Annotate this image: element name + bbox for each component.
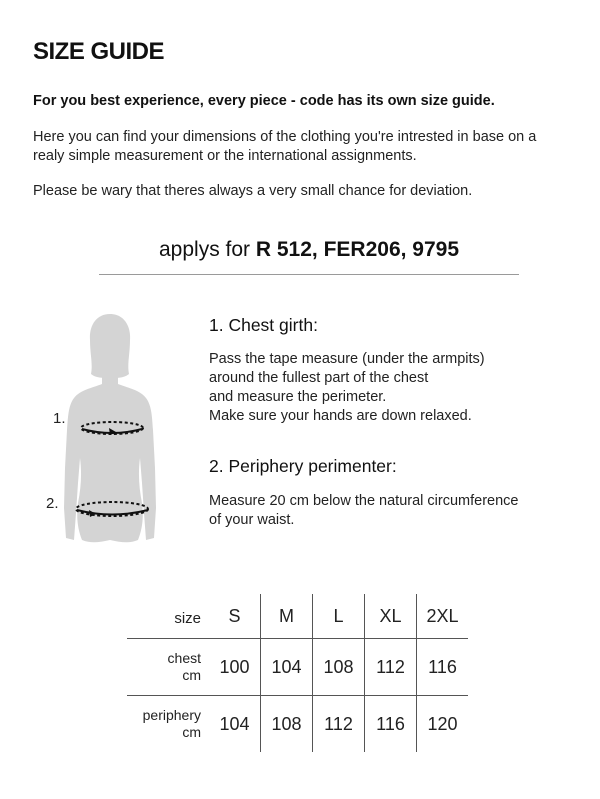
lead-text: For you best experience, every piece - code has its own size guide.: [33, 93, 495, 109]
table-cell: 104: [209, 696, 261, 753]
body-silhouette-icon: [40, 308, 170, 553]
instruction-line: Pass the tape measure (under the armpits): [209, 351, 485, 367]
size-table: [127, 594, 468, 752]
size-col-header: 2XL: [417, 594, 469, 639]
size-header-row: [127, 594, 468, 639]
divider-line: [99, 274, 519, 275]
table-cell: 116: [365, 696, 417, 753]
periphery-marker-label: 2.: [46, 495, 59, 512]
periphery-heading: 2. Periphery perimenter:: [209, 456, 397, 476]
table-cell: 108: [261, 696, 313, 753]
intro-paragraph: [33, 128, 573, 166]
table-cell: 104: [261, 639, 313, 696]
intro-line-2: realy simple measurement or the international assignments.: [33, 148, 417, 164]
size-col-header: XL: [365, 594, 417, 639]
chest-girth-instructions: [209, 350, 569, 426]
row-label-unit: cm: [182, 667, 201, 683]
instruction-line: and measure the perimeter.: [209, 389, 387, 405]
table-cell: 112: [313, 696, 365, 753]
size-col-header: S: [228, 605, 241, 626]
intro-line-1: Here you can find your dimensions of the clothing you're intrested in base on a: [33, 129, 537, 145]
table-cell: 116: [417, 639, 469, 696]
table-cell: 120: [417, 696, 469, 753]
row-label-line: periphery: [142, 707, 201, 723]
instruction-line: around the fullest part of the chest: [209, 370, 429, 386]
table-cell: 112: [365, 639, 417, 696]
table-cell: 108: [313, 639, 365, 696]
applies-prefix: applys for: [158, 238, 256, 261]
page-title: SIZE GUIDE: [33, 38, 165, 65]
instruction-line: of your waist.: [209, 512, 295, 528]
size-header-label: size: [174, 609, 201, 627]
table-row: [127, 696, 468, 753]
instruction-line: Make sure your hands are down relaxed.: [209, 408, 472, 424]
row-label-unit: cm: [182, 724, 201, 740]
instruction-line: Measure 20 cm below the natural circumference: [209, 493, 519, 509]
applies-for-heading: [0, 238, 600, 262]
body-silhouette-figure: [40, 308, 170, 553]
periphery-instructions: [209, 492, 569, 530]
row-label-chest: [127, 639, 209, 696]
table-cell: 100: [209, 639, 261, 696]
applies-codes: R 512, FER206, 9795: [255, 238, 460, 261]
table-row: [127, 639, 468, 696]
chest-marker-label: 1.: [53, 410, 66, 427]
row-label-periphery: [127, 696, 209, 753]
chest-girth-heading: 1. Chest girth:: [209, 315, 318, 335]
deviation-note: Please be wary that theres always a very small chance for deviation.: [33, 183, 473, 199]
size-col-header: L: [313, 594, 365, 639]
row-label-line: chest: [167, 650, 201, 666]
size-col-header: M: [261, 594, 313, 639]
